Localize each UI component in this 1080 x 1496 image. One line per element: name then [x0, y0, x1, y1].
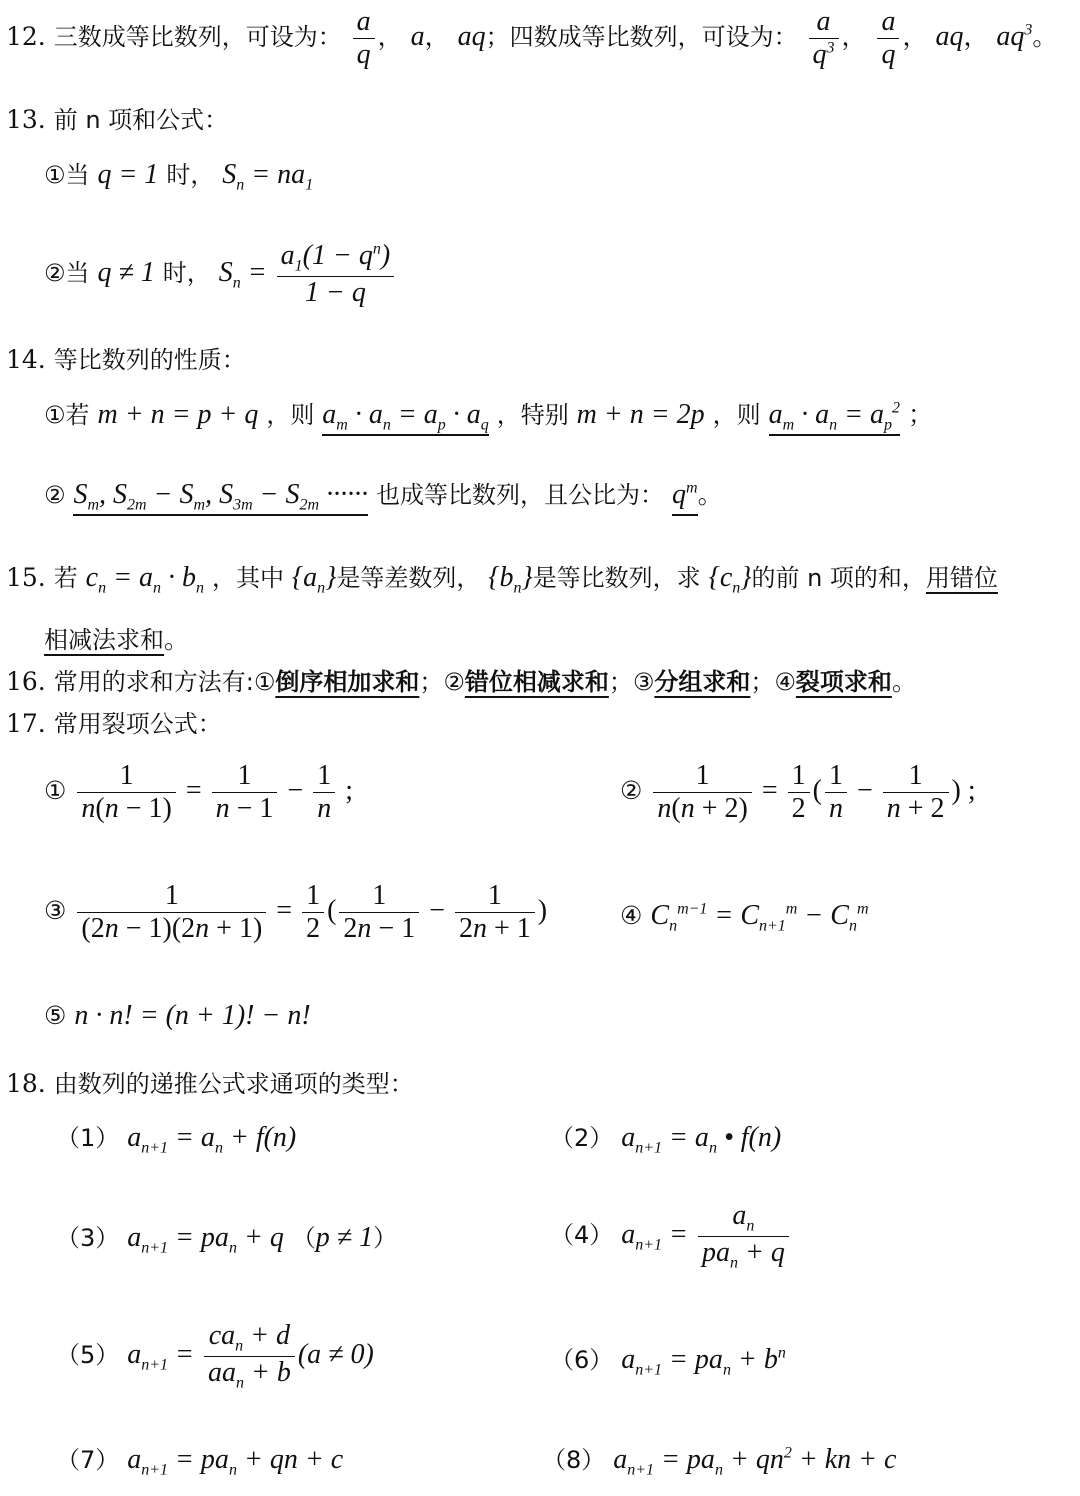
punct: 。: [697, 480, 723, 509]
case-condition: q ≠ 1: [97, 257, 155, 289]
item-text: 的前 n 项的和，: [751, 564, 926, 592]
item-12: 12. 三数成等比数列，可设为： $\frac{a}{q}$ ， a， aq；四数成等比数列，可设为： $\frac{a}{q^3}$ ， $\frac{a}{q}$ ， aq， $aq^3$。: [6, 6, 1058, 71]
formula-index: ①: [44, 776, 67, 806]
formula-qm: $q^m$: [672, 479, 698, 516]
item-title: 常用的求和方法有:: [53, 668, 254, 696]
item-number: 17.: [6, 709, 46, 738]
formula-a: a: [410, 21, 425, 53]
item-text: 三数成等比数列，可设为：: [53, 23, 342, 52]
item-text: 若: [53, 564, 78, 592]
split-formula-4: ④ $C_n^{m-1} = C_{n+1}^m - C_n^m$: [620, 900, 869, 935]
method-index: ②: [443, 668, 465, 696]
item-number: 12.: [6, 22, 46, 52]
item-number: 18.: [6, 1069, 46, 1098]
recurrence-type-3: （3） $a_{n+1} = pa_n + q$ （p ≠ 1）: [56, 1222, 398, 1257]
prop-text: ，则: [266, 401, 315, 429]
type-label: （8）: [542, 1446, 606, 1474]
formula-sn-na1: $S_n = na_1$: [222, 159, 314, 194]
formula-cn-an-bn: $c_n = a_n \cdot b_n$: [85, 562, 205, 597]
recurrence-type-5: （5） $a_{n+1}$ = $\frac{ca_n + d}{aa_n + b}$ (a ≠ 0): [56, 1320, 374, 1392]
item-text-underlined: 相减法求和: [44, 626, 164, 654]
method-3: 分组求和: [654, 668, 751, 696]
formula-aq-2: aq: [935, 21, 964, 53]
item-title: 常用裂项公式：: [53, 710, 222, 738]
punct: 。: [164, 625, 190, 654]
punct: 。: [891, 667, 917, 696]
formula-a-over-q3: $\frac{a}{q^3}$: [809, 6, 839, 71]
type-label: （2）: [550, 1124, 614, 1152]
item-14-prop2: [44, 475, 723, 515]
formula-m-plus-n: m + n = p + q: [97, 399, 259, 430]
recurrence-type-6: （6） $a_{n+1} = pa_n + b^n$: [550, 1344, 786, 1379]
formula-set-an: $\{a_n\}$: [291, 562, 337, 597]
formula-m-plus-n-2p: m + n = 2p: [576, 399, 705, 430]
formula-am-an-ap2: $a_m \cdot a_n = a_p^2$: [769, 399, 900, 436]
recurrence-type-1: （1） $a_{n+1} = a_n + f(n)$: [56, 1122, 297, 1157]
item-17-title: [6, 704, 222, 739]
item-text: ，其中: [211, 564, 284, 592]
formula-a-over-q-2: $\frac{a}{q}$: [877, 6, 899, 71]
type-label: （6）: [550, 1346, 614, 1374]
split-formula-3: ③ $\frac{1}{(2n - 1)(2n + 1)}$ = $\frac{1}{2}$ ( $\frac{1}{2n - 1}$ − $\frac{1}{2n + 1}$ ): [44, 880, 548, 945]
formula-index: ②: [620, 776, 643, 806]
punct: ；: [750, 668, 775, 696]
recurrence-type-4: （4） $a_{n+1}$ = $\frac{a_n}{pa_n + q}$: [550, 1200, 792, 1273]
punct: 。: [1032, 22, 1058, 52]
item-title: 前 n 项和公式：: [53, 106, 229, 134]
formula-am-an-ap-aq: $a_m \cdot a_n = a_p \cdot a_q$: [322, 399, 488, 436]
formula-set-cn: $\{c_n\}$: [708, 562, 752, 597]
item-number: 15.: [6, 563, 46, 592]
type-label: （1）: [56, 1124, 120, 1152]
type-label: （7）: [56, 1446, 120, 1474]
item-text: 是等比数列，求: [532, 564, 701, 592]
type-label: （3）: [56, 1224, 120, 1252]
formula-index: ⑤: [44, 1001, 67, 1030]
prop-text: ②: [44, 481, 66, 509]
split-formula-5: ⑤ n · n! = (n + 1)! − n!: [44, 1000, 311, 1031]
item-text: ；四数成等比数列，可设为：: [485, 23, 798, 52]
punct: （: [291, 1224, 316, 1252]
case-label: ②当: [44, 259, 90, 288]
punct: ；: [608, 668, 633, 696]
prop-text: ，则: [712, 401, 761, 429]
item-13-case1: [44, 155, 313, 195]
recurrence-type-8: （8） $a_{n+1} = pa_n + qn^2$ + kn + c: [542, 1444, 897, 1479]
case-condition: q = 1: [97, 159, 159, 190]
case-text: 时，: [166, 161, 215, 189]
method-index: ④: [774, 668, 796, 696]
recurrence-type-7: （7） $a_{n+1} = pa_n$ + qn + c: [56, 1444, 344, 1479]
item-13-case2: [44, 240, 397, 309]
prop-text: 也成等比数列，且公比为：: [376, 481, 665, 509]
formula-a-over-q: $\frac{a}{q}$: [353, 6, 375, 71]
item-number: 16.: [6, 667, 46, 696]
item-13-title: [6, 100, 228, 135]
formula-partial-sums: $S_m$, $S_{2m} - S_m$, $S_{3m} - S_{2m}$ ······: [73, 479, 368, 516]
item-text-underlined: 用错位: [925, 564, 998, 592]
split-formula-2: ② $\frac{1}{n(n + 2)}$ = $\frac{1}{2}$ ( $\frac{1}{n}$ − $\frac{1}{n + 2}$ ) ;: [620, 760, 976, 825]
item-14-title: [6, 340, 246, 375]
punct: ；: [908, 400, 934, 429]
formula-set-bn: $\{b_n\}$: [488, 562, 533, 597]
case-text: 时，: [162, 259, 211, 288]
item-14-prop1: [44, 395, 933, 435]
case-label: ①当: [44, 161, 90, 189]
item-number: 14.: [6, 345, 46, 374]
recurrence-type-2: （2） $a_{n+1} = a_n$ • f(n): [550, 1122, 782, 1157]
method-2: 错位相减求和: [464, 668, 609, 696]
item-16: [6, 662, 917, 698]
method-index: ①: [253, 668, 276, 696]
split-formula-1: ① $\frac{1}{n(n - 1)}$ = $\frac{1}{n - 1}$ − $\frac{1}{n}$ ;: [44, 760, 353, 825]
item-title: 由数列的递推公式求通项的类型：: [53, 1070, 414, 1098]
item-15-cont: [44, 620, 189, 656]
method-4: 裂项求和: [795, 668, 892, 696]
method-1: 倒序相加求和: [275, 668, 420, 696]
formula-index: ③: [44, 896, 67, 926]
prop-text: ①若: [44, 401, 90, 429]
punct: ）: [373, 1224, 398, 1252]
punct: ；: [419, 668, 444, 696]
formula-aq3: $aq^3$: [996, 21, 1033, 53]
method-index: ③: [632, 668, 655, 696]
item-15: [6, 558, 998, 598]
type-label: （5）: [56, 1340, 120, 1369]
prop-text: ，特别: [496, 401, 569, 429]
item-number: 13.: [6, 105, 46, 134]
item-text: 是等差数列，: [336, 564, 481, 592]
item-18-title: [6, 1064, 414, 1099]
formula-aq: aq: [457, 21, 486, 53]
formula-index: ④: [620, 901, 643, 930]
formula-sn-geometric: $S_n$ = $\frac{a_1(1 - q^n)}{1 - q}$: [219, 257, 397, 288]
item-title: 等比数列的性质：: [53, 346, 246, 374]
type-label: （4）: [550, 1220, 614, 1249]
